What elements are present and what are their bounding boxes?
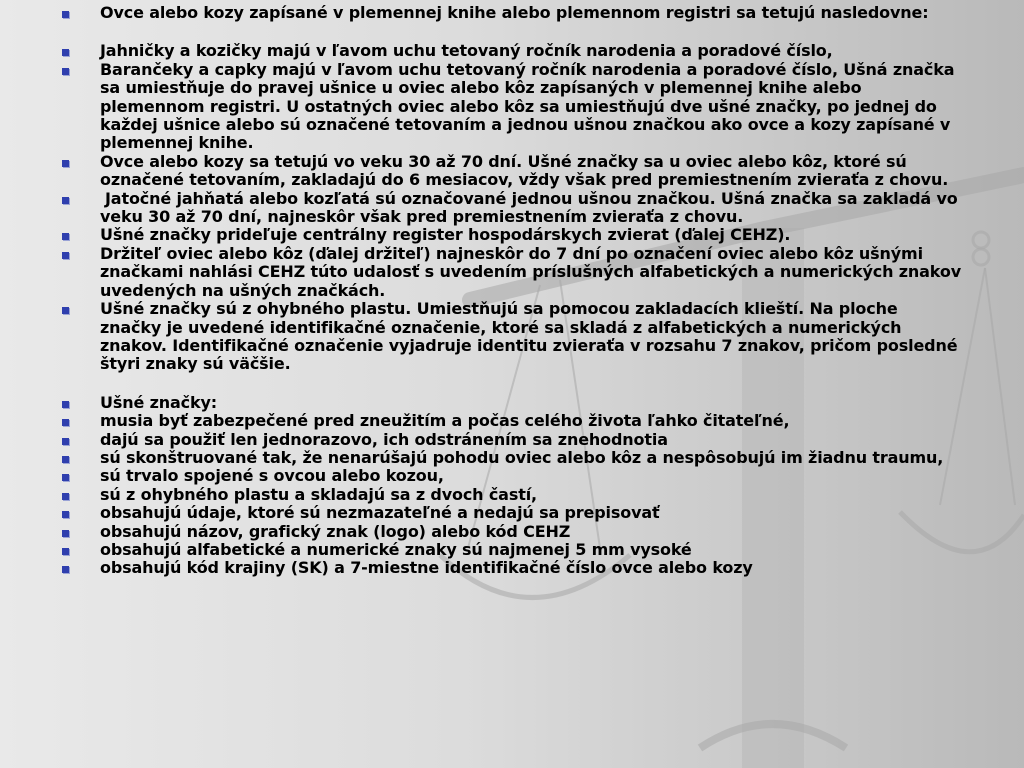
bullet-ear-tags-heading: Ušné značky:	[62, 394, 962, 412]
square-bullet-icon	[62, 548, 69, 555]
square-bullet-icon	[62, 68, 69, 75]
bullet-tattoo-age: Ovce alebo kozy sa tetujú vo veku 30 až 70 dní. Ušné značky sa u oviec alebo kôz, ktoré sú označené tetovaním, zakladajú do 6 mesiacov, vždy však pred premiestnením zvieraťa z chovu.	[62, 153, 962, 190]
bullet-indelible: obsahujú údaje, ktoré sú nezmazateľné a nedajú sa prepisovať	[62, 504, 962, 522]
square-bullet-icon	[62, 566, 69, 573]
square-bullet-icon	[62, 233, 69, 240]
square-bullet-icon	[62, 252, 69, 259]
bullet-two-parts: sú z ohybného plastu a skladajú sa z dvoch častí,	[62, 486, 962, 504]
bullet-comfort: sú skonštruované tak, že nenarúšajú pohodu oviec alebo kôz a nespôsobujú im žiadnu traumu,	[62, 449, 962, 467]
bullet-females: Jahničky a kozičky majú v ľavom uchu tetovaný ročník narodenia a poradové číslo,	[62, 42, 962, 60]
square-bullet-icon	[62, 160, 69, 167]
square-bullet-icon	[62, 530, 69, 537]
square-bullet-icon	[62, 493, 69, 500]
bullet-list	[62, 4, 962, 578]
bullet-slaughter-lambs: Jatočné jahňatá alebo kozľatá sú označované jednou ušnou značkou. Ušná značka sa zakladá vo veku 30 až 70 dní, najneskôr však pred premiestnením zvieraťa z chovu.	[62, 190, 962, 227]
square-bullet-icon	[62, 401, 69, 408]
bullet-cehz-assign: Ušné značky prideľuje centrálny register hospodárskych zvierat (ďalej CEHZ).	[62, 226, 962, 244]
square-bullet-icon	[62, 438, 69, 445]
square-bullet-icon	[62, 456, 69, 463]
bullet-males: Barančeky a capky majú v ľavom uchu tetovaný ročník narodenia a poradové číslo, Ušná značka sa umiestňuje do pravej ušnice u oviec alebo kôz zapísaných v plemennej knihe alebo plemennom registri. U ostatných oviec alebo kôz sa umiestňujú dve ušné značky, po jednej do každej ušnice alebo sú označené tetovaním a jednou ušnou značkou ako ovce a kozy zapísané v plemennej knihe.	[62, 61, 962, 153]
bullet-tag-material: Ušné značky sú z ohybného plastu. Umiestňujú sa pomocou zakladacích klieští. Na ploche značky je uvedené identifikačné označenie, ktoré sa skladá z alfabetických a numerických znakov. Identifikačné označenie vyjadruje identitu zvieraťa v rozsahu 7 znakov, pričom posledné štyri znaky sú väčšie.	[62, 300, 962, 374]
square-bullet-icon	[62, 11, 69, 18]
bullet-registration: Ovce alebo kozy zapísané v plemennej knihe alebo plemennom registri sa tetujú nasledovne:	[62, 4, 962, 22]
bullet-single-use: dajú sa použiť len jednorazovo, ich odstránením sa znehodnotia	[62, 431, 962, 449]
square-bullet-icon	[62, 197, 69, 204]
bullet-logo: obsahujú názov, grafický znak (logo) alebo kód CEHZ	[62, 523, 962, 541]
bullet-holder-report: Držiteľ oviec alebo kôz (ďalej držiteľ) najneskôr do 7 dní po označení oviec alebo kôz ušnými značkami nahlási CEHZ túto udalosť s uvedením príslušných alfabetických a numerických znakov uvedených na ušných značkách.	[62, 245, 962, 300]
bullet-protected: musia byť zabezpečené pred zneužitím a počas celého života ľahko čitateľné,	[62, 412, 962, 430]
bullet-country-code: obsahujú kód krajiny (SK) a 7-miestne identifikačné číslo ovce alebo kozy	[62, 559, 962, 577]
bullet-permanent: sú trvalo spojené s ovcou alebo kozou,	[62, 467, 962, 485]
square-bullet-icon	[62, 474, 69, 481]
bullet-char-size: obsahujú alfabetické a numerické znaky sú najmenej 5 mm vysoké	[62, 541, 962, 559]
square-bullet-icon	[62, 49, 69, 56]
slide-content	[62, 4, 962, 578]
square-bullet-icon	[62, 307, 69, 314]
square-bullet-icon	[62, 419, 69, 426]
square-bullet-icon	[62, 511, 69, 518]
